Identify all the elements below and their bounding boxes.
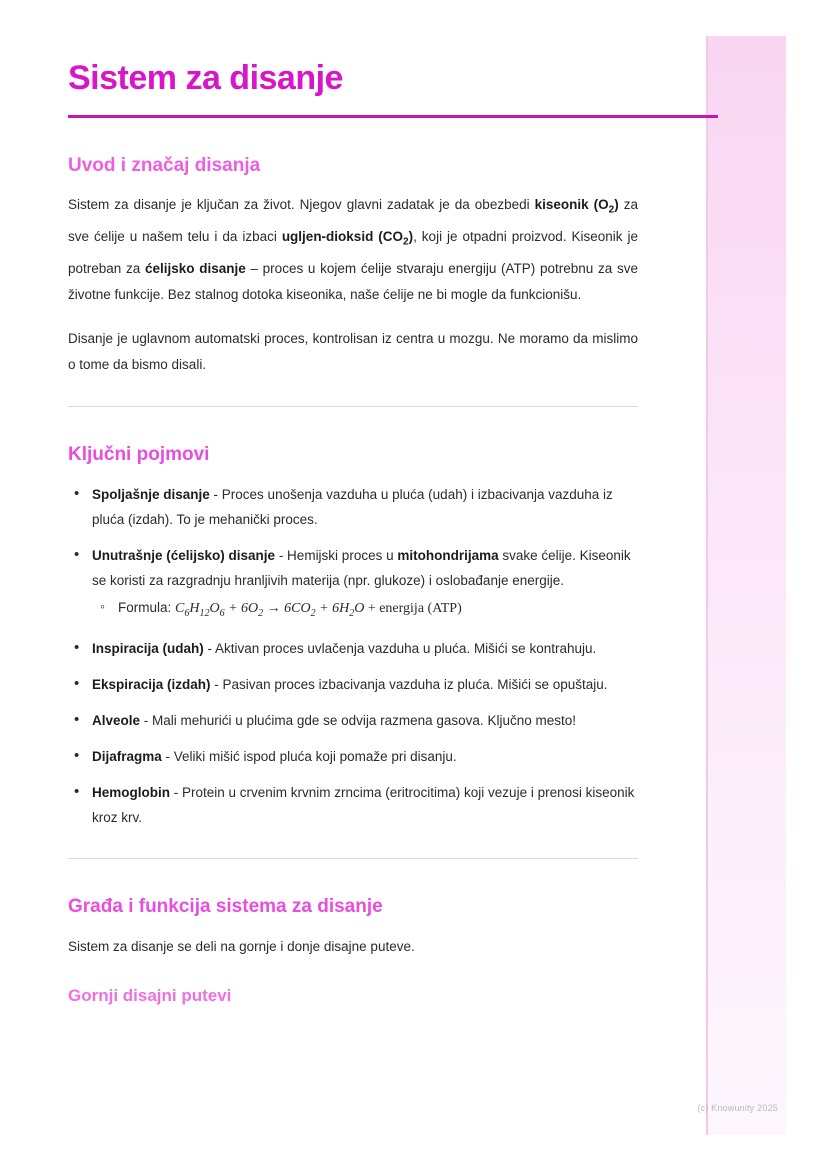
decorative-side-strip-edge (706, 36, 708, 1135)
term-description: - Mali mehurići u plućima gde se odvija razmena gasova. Ključno mesto! (140, 713, 576, 729)
paragraph-uvod-2: Disanje je uglavnom automatski proces, kontrolisan iz centra u mozgu. Ne moramo da mislimo o tome da bismo disali. (68, 330, 638, 372)
page-title: Sistem za disanje (68, 59, 343, 97)
term-label: Dijafragma (92, 749, 162, 765)
term-description: - Protein u crvenim krvnim zrncima (eritrocitima) koji vezuje i prenosi kiseonik kroz krv. (92, 785, 635, 826)
term-label: Alveole (92, 713, 141, 729)
text-fragment: , koji je otpadni proizvod. Kiseonik je potreban za (68, 229, 638, 276)
term-description: - Proces unošenja vazduha u pluća (udah) i izbacivanja vazduha iz pluća (izdah). To je mehanički proces. (92, 486, 613, 527)
section-divider-2 (68, 858, 638, 859)
term-kiseonik: kiseonik (O (534, 197, 609, 213)
copyright-footer: (c) Knowunity 2025 (697, 1103, 778, 1113)
term-label: Unutrašnje (ćelijsko) disanje (92, 547, 276, 563)
list-item (68, 780, 638, 830)
subscript-2-co2: 2 (403, 236, 409, 248)
term-description: - Pasivan proces izbacivanja vazduha iz pluća. Mišići se opuštaju. (210, 677, 608, 693)
subscript-2-o2: 2 (608, 205, 615, 217)
text-fragment: ) (614, 197, 619, 213)
title-divider (68, 115, 718, 118)
term-description: - Veliki mišić ispod pluća koji pomaže pri disanju. (161, 749, 457, 765)
list-item (68, 636, 638, 661)
list-item (68, 744, 638, 769)
formula-equation: $C_6H_{12}O_6 + 6O_2 \to 6CO_2 + 6H_2O$ + energija (ATP) (175, 600, 462, 619)
term-label: Hemoglobin (92, 785, 170, 801)
paragraph-grada-1: Sistem za disanje se deli na gornje i donje disajne puteve. (68, 939, 415, 955)
term-ugljen-dioksid: ugljen-dioksid (CO (281, 229, 404, 245)
decorative-side-strip (708, 36, 786, 1135)
list-item (68, 482, 638, 532)
key-terms-list (68, 482, 638, 831)
formula-label: Formula: (118, 599, 176, 615)
section-heading-grada-i-funkcija: Građa i funkcija sistema za disanje (68, 896, 383, 918)
list-item (68, 543, 638, 626)
term-celijsko-disanje: ćelijsko disanje (144, 260, 246, 276)
list-item (68, 708, 638, 733)
term-description-cont: svake ćelije. Kiseonik se koristi za razgradnju hranljivih materija (npr. glukoze) i oslobađanje energije. (92, 547, 631, 588)
text-fragment: Sistem za disanje je ključan za život. Njegov glavni zadatak je da obezbedi (68, 197, 535, 213)
text-fragment: za sve ćelije u našem telu i da izbaci (68, 197, 639, 245)
document-content (68, 58, 638, 1016)
term-label: Ekspiracija (izdah) (92, 677, 211, 693)
term-description: - Hemijski proces u (275, 547, 398, 563)
term-description: - Aktivan proces uvlačenja vazduha u pluća. Mišići se kontrahuju. (203, 641, 597, 657)
list-item-formula (92, 595, 638, 626)
text-fragment: – proces u kojem ćelije stvaraju energiju (ATP) potrebnu za sve životne funkcije. Bez stalnog dotoka kiseonika, naše ćelije ne bi mogle da funkcionišu. (68, 260, 638, 302)
term-label: Inspiracija (udah) (92, 641, 204, 657)
subsection-heading-gornji-disajni-putevi: Gornji disajni putevi (68, 986, 232, 1006)
section-heading-uvod: Uvod i značaj disanja (68, 154, 261, 176)
term-mitohondrijama: mitohondrijama (397, 547, 499, 563)
list-item (68, 672, 638, 697)
section-divider-1 (68, 406, 638, 407)
paragraph-uvod-1 (68, 192, 638, 307)
term-label: Spoljašnje disanje (92, 486, 210, 502)
formula-sublist (92, 595, 638, 626)
section-heading-kljucni-pojmovi: Ključni pojmovi (68, 443, 210, 465)
text-fragment: ) (408, 229, 414, 245)
